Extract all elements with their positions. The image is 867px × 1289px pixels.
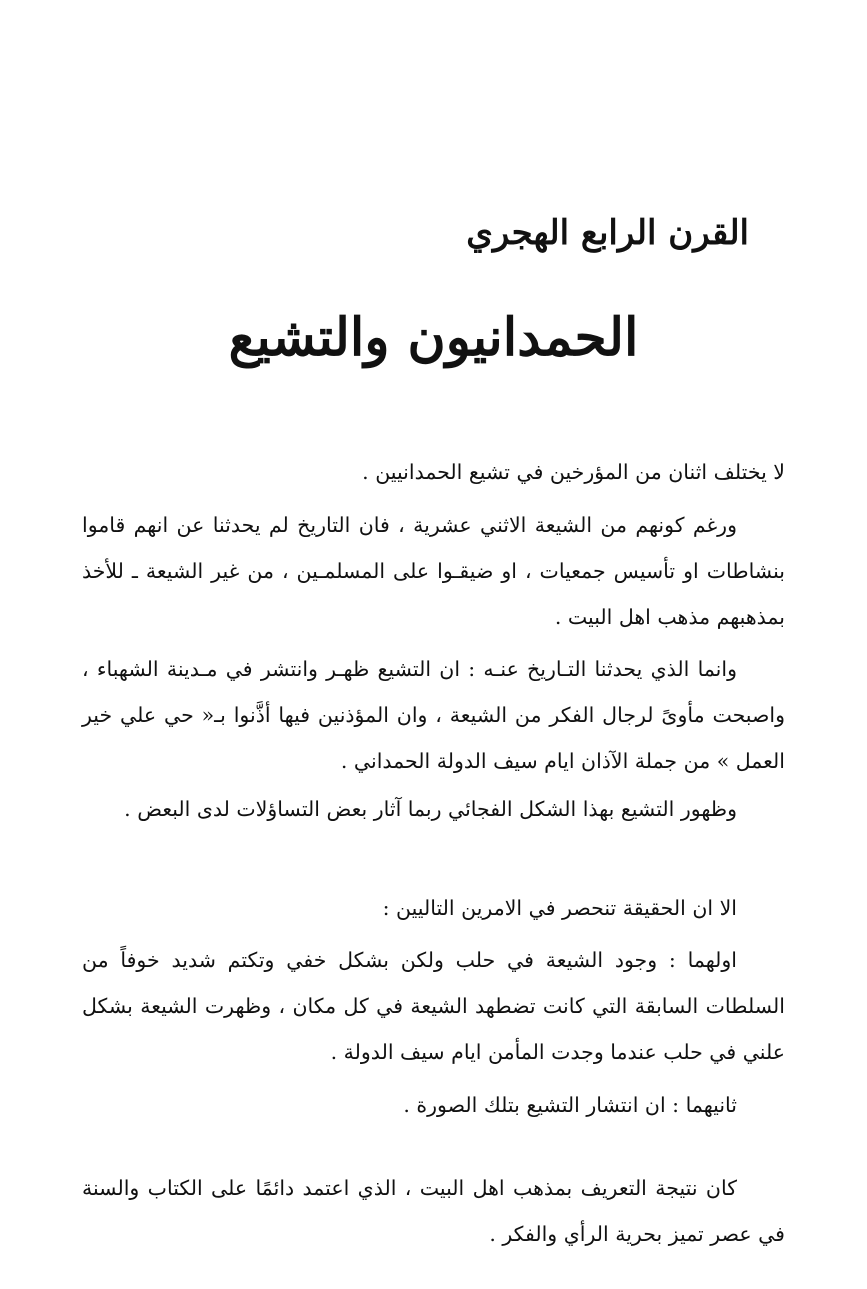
paragraph-7: ثانيهما : ان انتشار التشيع بتلك الصورة . <box>403 1093 737 1117</box>
paragraph-6: اولهما : وجود الشيعة في حلب ولكن بشكل خفي وتكتم شديد خوفاً من السلطات السابقة التي كانت تضطهد الشيعة في كل مكان ، وظهرت الشيعة بشكل علني في حلب عندما وجدت المأمن ايام سيف الدولة . <box>82 948 785 1064</box>
paragraph-4: وظهور التشيع بهذا الشكل الفجائي ربما آثار بعض التساؤلات لدى البعض . <box>124 797 737 821</box>
chapter-title: الحمدانيون والتشيع <box>228 307 639 368</box>
paragraph-1: لا يختلف اثنان من المؤرخين في تشيع الحمدانيين . <box>362 460 785 484</box>
paragraph-8: كان نتيجة التعريف بمذهب اهل البيت ، الذي اعتمد دائمًا على الكتاب والسنة في عصر تميز بحرية الرأي والفكر . <box>82 1176 785 1246</box>
paragraph-3: وانما الذي يحدثنا التـاريخ عنـه : ان التشيع ظهـر وانتشر في مـدينة الشهباء ، واصبحت مأوىً لرجال الفكر من الشيعة ، وان المؤذنين فيها أذَّنوا بـ« حي علي خير العمل » من جملة الآذان ايام سيف الدولة الحمداني . <box>82 657 785 773</box>
paragraph-5: الا ان الحقيقة تنحصر في الامرين التاليين : <box>382 896 737 920</box>
paragraph-2: ورغم كونهم من الشيعة الاثني عشرية ، فان التاريخ لم يحدثنا عن انهم قاموا بنشاطات او تأسيس جمعيات ، او ضيقـوا على المسلمـين ، من غير الشيعة ـ للأخذ بمذهبهم مذهب اهل البيت . <box>82 513 785 629</box>
century-heading: القرن الرابع الهجري <box>466 213 749 253</box>
